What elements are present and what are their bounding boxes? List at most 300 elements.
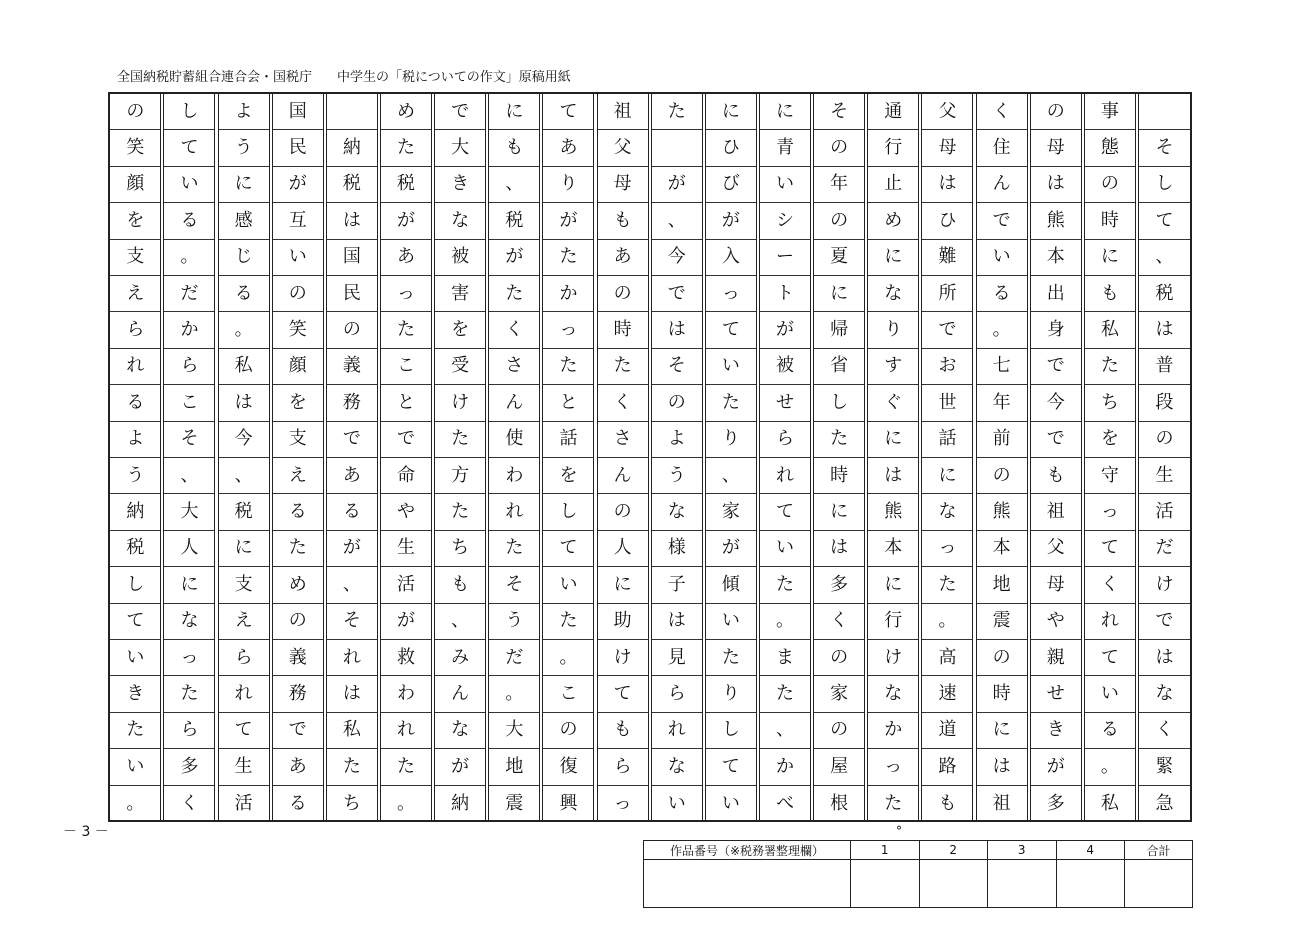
manuscript-cell: 止 [868, 167, 918, 203]
manuscript-cell: を [435, 312, 485, 348]
manuscript-cell: た [489, 276, 539, 312]
manuscript-cell: あ [273, 749, 323, 785]
manuscript-cell: が [273, 167, 323, 203]
manuscript-cell: ひ [922, 203, 972, 239]
manuscript-cell: れ [381, 713, 431, 749]
manuscript-cell: 身 [1031, 312, 1081, 348]
manuscript-cell: に [598, 567, 648, 603]
manuscript-cell: お [922, 349, 972, 385]
manuscript-cell: 入 [706, 240, 756, 276]
manuscript-cell: 震 [505, 792, 524, 814]
manuscript-cell: が [1031, 749, 1081, 785]
manuscript-column [813, 94, 865, 820]
manuscript-cell: い [110, 640, 160, 676]
manuscript-cell: っ [922, 531, 972, 567]
manuscript-cell: で [922, 312, 972, 348]
manuscript-cell: で [1139, 604, 1190, 640]
manuscript-cell: 活 [1139, 494, 1190, 530]
manuscript-cell: 。 [977, 312, 1027, 348]
manuscript-cell: く [598, 385, 648, 421]
manuscript-cell: る [288, 792, 307, 814]
manuscript-cell: け [598, 640, 648, 676]
manuscript-cell: 税 [219, 494, 269, 530]
manuscript-cell: 祖 [598, 94, 648, 130]
manuscript-cell: な [435, 203, 485, 239]
manuscript-cell: て [1085, 640, 1135, 676]
manuscript-cell: 時 [814, 458, 864, 494]
manuscript-cell: 国 [273, 94, 323, 130]
manuscript-column [326, 94, 378, 820]
manuscript-cell: た [922, 567, 972, 603]
manuscript-cell: て [760, 494, 810, 530]
manuscript-cell: ー [760, 240, 810, 276]
manuscript-cell: 。 [219, 312, 269, 348]
manuscript-cell: み [435, 640, 485, 676]
manuscript-cell: が [652, 167, 702, 203]
manuscript-cell: ん [435, 676, 485, 712]
manuscript-cell: か [760, 749, 810, 785]
manuscript-cell: 顔 [110, 167, 160, 203]
manuscript-cell: り [706, 676, 756, 712]
manuscript-cell: 熊 [868, 494, 918, 530]
manuscript-cell: 様 [652, 531, 702, 567]
manuscript-cell: 地 [977, 567, 1027, 603]
scoring-table-body [644, 859, 1192, 907]
manuscript-cell: で [1031, 349, 1081, 385]
manuscript-cell: 事 [1085, 94, 1135, 130]
manuscript-cell: 税 [1139, 276, 1190, 312]
manuscript-cell: 時 [977, 676, 1027, 712]
manuscript-cell: 普 [1139, 349, 1190, 385]
manuscript-cell: が [706, 203, 756, 239]
manuscript-cell: 税 [327, 167, 377, 203]
manuscript-cell: た [381, 749, 431, 785]
manuscript-cell: も [1085, 276, 1135, 312]
manuscript-cell: は [327, 676, 377, 712]
manuscript-cell: た [598, 349, 648, 385]
manuscript-cell: は [327, 203, 377, 239]
manuscript-cell: の [273, 604, 323, 640]
manuscript-cell: 今 [1031, 385, 1081, 421]
manuscript-cell: 使 [489, 422, 539, 458]
manuscript-cell: な [922, 494, 972, 530]
manuscript-column [163, 94, 215, 820]
manuscript-cell: て [543, 531, 593, 567]
manuscript-cell: え [273, 458, 323, 494]
manuscript-cell: ぐ [868, 385, 918, 421]
manuscript-cell: た [435, 494, 485, 530]
manuscript-cell: 行 [868, 130, 918, 166]
manuscript-cell: ち [1085, 385, 1135, 421]
manuscript-cell: せ [1031, 676, 1081, 712]
manuscript-cell: に [164, 567, 214, 603]
manuscript-cell: 私 [219, 349, 269, 385]
manuscript-column [921, 94, 973, 820]
manuscript-cell: た [381, 130, 431, 166]
manuscript-cell: 住 [977, 130, 1027, 166]
manuscript-column [705, 94, 757, 820]
manuscript-cell: 世 [922, 385, 972, 421]
manuscript-cell: の [327, 312, 377, 348]
manuscript-cell: 出 [1031, 276, 1081, 312]
manuscript-cell: た [760, 676, 810, 712]
manuscript-cell: の [814, 713, 864, 749]
manuscript-cell: そ [652, 349, 702, 385]
manuscript-cell: 帰 [814, 312, 864, 348]
manuscript-cell: の [1031, 94, 1081, 130]
manuscript-cell: い [667, 792, 686, 814]
manuscript-cell: 納 [327, 130, 377, 166]
manuscript-cell: 震 [977, 604, 1027, 640]
manuscript-cell: 生 [219, 749, 269, 785]
manuscript-cell: だ [1139, 531, 1190, 567]
manuscript-cell: れ [110, 349, 160, 385]
manuscript-cell: 。 [164, 240, 214, 276]
manuscript-cell: よ [219, 94, 269, 130]
manuscript-cell: そ [1139, 130, 1190, 166]
manuscript-cell: 助 [598, 604, 648, 640]
manuscript-cell: 人 [164, 531, 214, 567]
manuscript-cell [652, 130, 702, 166]
manuscript-cell: っ [543, 312, 593, 348]
manuscript-cell: を [273, 385, 323, 421]
manuscript-cell: の [814, 130, 864, 166]
manuscript-cell: っ [613, 792, 632, 814]
manuscript-cell: 復 [543, 749, 593, 785]
manuscript-cell: い [706, 604, 756, 640]
manuscript-cell: た [273, 531, 323, 567]
score-header-1: 1 [851, 841, 920, 859]
manuscript-cell: て [164, 130, 214, 166]
manuscript-cell: が [489, 240, 539, 276]
manuscript-cell: 。 [760, 604, 810, 640]
manuscript-cell: あ [327, 458, 377, 494]
manuscript-cell: 高 [922, 640, 972, 676]
manuscript-cell: そ [489, 567, 539, 603]
manuscript-cell: は [1031, 167, 1081, 203]
manuscript-cell: て [219, 713, 269, 749]
manuscript-cell: た [164, 676, 214, 712]
manuscript-cell: 母 [1031, 130, 1081, 166]
manuscript-cell: た [706, 640, 756, 676]
manuscript-cell: た [706, 385, 756, 421]
entry-number-header: 作品番号（※税務署整理欄） [644, 841, 851, 859]
manuscript-cell: し [110, 567, 160, 603]
manuscript-cell: に [1085, 240, 1135, 276]
page-number: － 3 － [63, 824, 109, 840]
manuscript-cell: か [164, 312, 214, 348]
manuscript-cell: の [814, 640, 864, 676]
manuscript-cell: け [1139, 567, 1190, 603]
manuscript-cell: 命 [381, 458, 431, 494]
manuscript-column [597, 94, 649, 820]
manuscript-cell: あ [598, 240, 648, 276]
manuscript-cell: ら [652, 676, 702, 712]
manuscript-cell: い [760, 167, 810, 203]
manuscript-cell: く [1085, 567, 1135, 603]
manuscript-cell: き [110, 676, 160, 712]
manuscript-cell: 。 [1085, 749, 1135, 785]
manuscript-cell: 父 [922, 94, 972, 130]
manuscript-cell: え [110, 276, 160, 312]
manuscript-cell: り [868, 312, 918, 348]
manuscript-cell: 税 [110, 531, 160, 567]
manuscript-cell: 年 [814, 167, 864, 203]
manuscript-cell: 笑 [110, 130, 160, 166]
manuscript-cell: し [706, 713, 756, 749]
manuscript-cell: 納 [110, 494, 160, 530]
manuscript-cell: 、 [327, 567, 377, 603]
manuscript-cell: に [219, 167, 269, 203]
manuscript-cell: 守 [1085, 458, 1135, 494]
manuscript-cell: か [868, 713, 918, 749]
manuscript-column [488, 94, 540, 820]
manuscript-cell: な [868, 676, 918, 712]
manuscript-cell: 人 [598, 531, 648, 567]
manuscript-cell: に [219, 531, 269, 567]
manuscript-cell: 母 [922, 130, 972, 166]
manuscript-cell: 家 [706, 494, 756, 530]
manuscript-cell: い [706, 349, 756, 385]
manuscript-cell: 。 [922, 604, 972, 640]
manuscript-cell: に [868, 240, 918, 276]
manuscript-cell: に [760, 94, 810, 130]
manuscript-cell: う [110, 458, 160, 494]
manuscript-cell: 親 [1031, 640, 1081, 676]
manuscript-cell: だ [164, 276, 214, 312]
manuscript-cell: は [219, 385, 269, 421]
manuscript-cell: け [868, 640, 918, 676]
manuscript-cell: で [977, 203, 1027, 239]
manuscript-cell: 私 [327, 713, 377, 749]
manuscript-cell: う [489, 604, 539, 640]
manuscript-cell: 義 [327, 349, 377, 385]
manuscript-cell: な [1139, 676, 1190, 712]
manuscript-cell: と [381, 385, 431, 421]
manuscript-cell: れ [327, 640, 377, 676]
manuscript-cell: は [868, 458, 918, 494]
manuscript-cell: た [327, 749, 377, 785]
manuscript-cell: 母 [598, 167, 648, 203]
manuscript-cell: て [706, 312, 756, 348]
manuscript-cell: の [273, 276, 323, 312]
manuscript-cell: 国 [327, 240, 377, 276]
manuscript-cell: 行 [868, 604, 918, 640]
manuscript-column [867, 94, 919, 820]
total-header: 合計 [1146, 843, 1171, 858]
manuscript-cell: 民 [273, 130, 323, 166]
manuscript-cell: で [381, 422, 431, 458]
manuscript-column [542, 94, 594, 820]
manuscript-cell: は [814, 531, 864, 567]
manuscript-cell: 路 [922, 749, 972, 785]
manuscript-cell: な [868, 276, 918, 312]
manuscript-cell: せ [760, 385, 810, 421]
manuscript-cell: で [435, 94, 485, 130]
manuscript-cell: 傾 [706, 567, 756, 603]
manuscript-cell: に [868, 422, 918, 458]
manuscript-cell: っ [381, 276, 431, 312]
manuscript-cell: が [435, 749, 485, 785]
manuscript-cell: 受 [435, 349, 485, 385]
manuscript-cell: 、 [652, 203, 702, 239]
manuscript-cell: さ [489, 349, 539, 385]
manuscript-cell: う [219, 130, 269, 166]
manuscript-cell: 本 [868, 531, 918, 567]
manuscript-cell: す [868, 349, 918, 385]
manuscript-cell: れ [1085, 604, 1135, 640]
manuscript-cell: 話 [543, 422, 593, 458]
manuscript-cell: い [543, 567, 593, 603]
manuscript-cell: わ [489, 458, 539, 494]
manuscript-cell: 私 [1100, 792, 1119, 814]
manuscript-cell: な [652, 494, 702, 530]
manuscript-cell: 速 [922, 676, 972, 712]
manuscript-cell: 多 [164, 749, 214, 785]
manuscript-column [651, 94, 703, 820]
manuscript-cell: や [1031, 604, 1081, 640]
manuscript-cell: た [543, 349, 593, 385]
manuscript-cell: も [489, 130, 539, 166]
manuscript-cell: で [652, 276, 702, 312]
manuscript-cell: 母 [1031, 567, 1081, 603]
manuscript-cell: ら [164, 349, 214, 385]
manuscript-cell: 支 [273, 422, 323, 458]
manuscript-cell: め [273, 567, 323, 603]
manuscript-cell: 父 [1031, 531, 1081, 567]
manuscript-cell: た [814, 422, 864, 458]
manuscript-cell: そ [164, 422, 214, 458]
manuscript-cell: た [110, 713, 160, 749]
manuscript-cell: に [868, 567, 918, 603]
manuscript-cell: 義 [273, 640, 323, 676]
manuscript-cell: め [868, 203, 918, 239]
sheet-title: 中学生の「税についての作文」原稿用紙 [337, 70, 571, 85]
manuscript-cell: 、 [760, 713, 810, 749]
manuscript-cell: う [652, 458, 702, 494]
manuscript-cell: 本 [1031, 240, 1081, 276]
manuscript-cell: が [381, 604, 431, 640]
manuscript-cell: 父 [598, 130, 648, 166]
manuscript-cell: 納 [451, 792, 470, 814]
manuscript-cell: い [164, 167, 214, 203]
manuscript-cell: い [721, 792, 740, 814]
manuscript-cell: 。 [489, 676, 539, 712]
manuscript-cell: が [381, 203, 431, 239]
scoring-table-header [644, 841, 1192, 860]
manuscript-cell: た [760, 567, 810, 603]
manuscript-column [380, 94, 432, 820]
manuscript-cell: の [543, 713, 593, 749]
manuscript-column [434, 94, 486, 820]
manuscript-cell: 大 [435, 130, 485, 166]
manuscript-cell: か [543, 276, 593, 312]
manuscript-cell: は [652, 312, 702, 348]
manuscript-cell: も [938, 792, 957, 814]
manuscript-cell: 緊 [1139, 749, 1190, 785]
manuscript-cell: あ [543, 130, 593, 166]
manuscript-cell: び [706, 167, 756, 203]
manuscript-cell: て [1085, 531, 1135, 567]
manuscript-cell: る [1085, 713, 1135, 749]
manuscript-cell: い [273, 240, 323, 276]
manuscript-column [1084, 94, 1136, 820]
manuscript-cell: る [110, 385, 160, 421]
manuscript-cell: で [327, 422, 377, 458]
manuscript-cell: ら [164, 713, 214, 749]
manuscript-cell: が [327, 531, 377, 567]
manuscript-cell: い [760, 531, 810, 567]
manuscript-cell: の [814, 203, 864, 239]
manuscript-cell: 、 [219, 458, 269, 494]
manuscript-cell: が [706, 531, 756, 567]
manuscript-cell: な [652, 749, 702, 785]
manuscript-cell: の [1139, 422, 1190, 458]
manuscript-cell: 税 [489, 203, 539, 239]
manuscript-cell: 祖 [992, 792, 1011, 814]
manuscript-cell: る [164, 203, 214, 239]
manuscript-cell: 青 [760, 130, 810, 166]
manuscript-cell: た [489, 531, 539, 567]
manuscript-cell: れ [652, 713, 702, 749]
manuscript-cell: 前 [977, 422, 1027, 458]
manuscript-cell: が [543, 203, 593, 239]
manuscript-cell: れ [489, 494, 539, 530]
manuscript-cell: 大 [164, 494, 214, 530]
manuscript-cell: 今 [219, 422, 269, 458]
manuscript-column [272, 94, 324, 820]
manuscript-cell: こ [543, 676, 593, 712]
manuscript-cell: た [652, 94, 702, 130]
manuscript-cell: 今 [652, 240, 702, 276]
scoring-table [643, 840, 1193, 908]
manuscript-cell: 、 [489, 167, 539, 203]
manuscript-cell: を [543, 458, 593, 494]
manuscript-cell: な [164, 604, 214, 640]
manuscript-cell: 顔 [273, 349, 323, 385]
manuscript-cell: の [977, 640, 1027, 676]
manuscript-cell: く [1139, 713, 1190, 749]
manuscript-cell: た [543, 604, 593, 640]
manuscript-cell: 感 [219, 203, 269, 239]
manuscript-cell: 税 [381, 167, 431, 203]
manuscript-cell: の [1085, 167, 1135, 203]
manuscript-cell: 、 [435, 604, 485, 640]
manuscript-cell: っ [868, 749, 918, 785]
manuscript-cell: て [598, 676, 648, 712]
manuscript-cell: そ [814, 94, 864, 130]
manuscript-cell: し [164, 94, 214, 130]
manuscript-cell: ひ [706, 130, 756, 166]
score-cell-4 [1057, 859, 1126, 907]
manuscript-cell: よ [652, 422, 702, 458]
manuscript-cell: 夏 [814, 240, 864, 276]
manuscript-cell: 被 [435, 240, 485, 276]
manuscript-cell: 時 [1085, 203, 1135, 239]
manuscript-cell: 私 [1085, 312, 1135, 348]
manuscript-cell: が [760, 312, 810, 348]
manuscript-cell: 興 [559, 792, 578, 814]
manuscript-cell: 段 [1139, 385, 1190, 421]
manuscript-cell: 支 [219, 567, 269, 603]
manuscript-cell: し [814, 385, 864, 421]
manuscript-cell: 道 [922, 713, 972, 749]
manuscript-cell: も [598, 203, 648, 239]
manuscript-cell: 、 [1139, 240, 1190, 276]
manuscript-cell: ん [489, 385, 539, 421]
manuscript-cell: り [706, 422, 756, 458]
manuscript-cell: で [273, 713, 323, 749]
